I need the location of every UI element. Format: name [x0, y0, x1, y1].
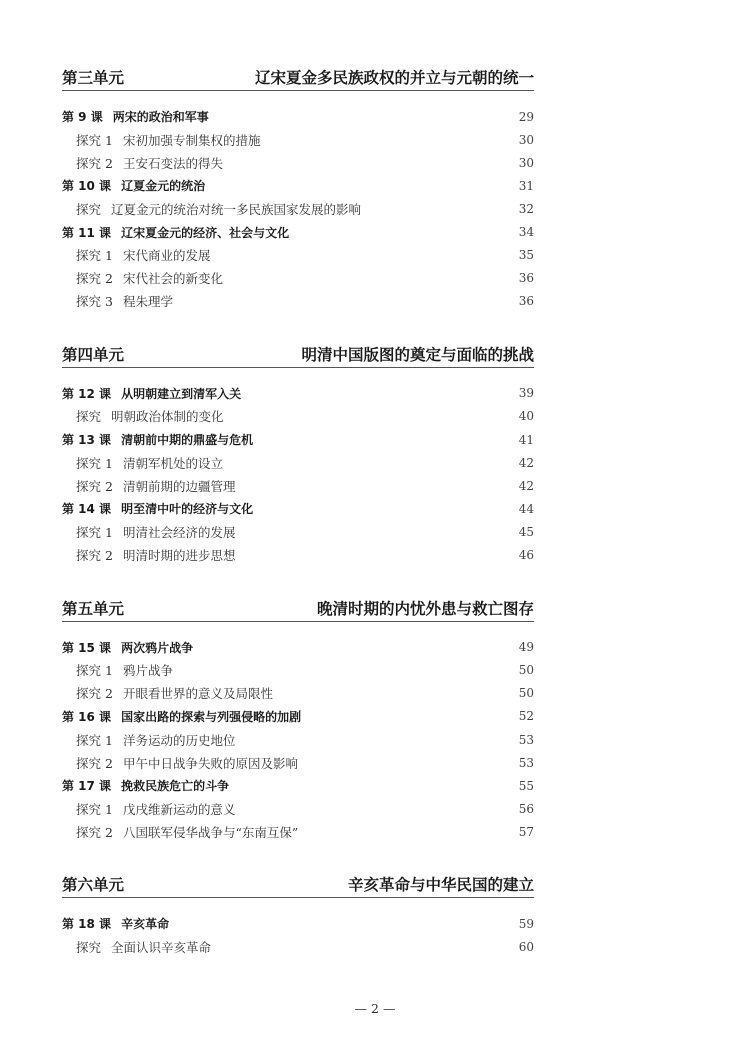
toc-lesson-entry[interactable] — [62, 220, 534, 243]
unit-entries — [62, 636, 534, 844]
inquiry-number: 探究 2 — [76, 686, 113, 702]
unit-header — [62, 867, 534, 898]
toc-inquiry-entry[interactable] — [62, 936, 534, 959]
toc-inquiry-entry[interactable] — [62, 544, 534, 567]
lesson-number: 第 12 课 — [62, 386, 112, 401]
page-number: 36 — [518, 294, 534, 309]
unit-title: 第四单元 — [62, 344, 125, 364]
inquiry-title: 明清社会经济的发展 — [122, 524, 236, 540]
inquiry-number: 探究 2 — [76, 824, 113, 840]
lesson-title: 国家出路的探索与列强侵略的加剧 — [121, 709, 302, 724]
toc-inquiry-entry[interactable] — [62, 405, 534, 428]
lesson-title: 挽救民族危亡的斗争 — [121, 779, 230, 794]
page-number: 39 — [518, 386, 534, 401]
toc-lesson-entry[interactable] — [62, 705, 534, 728]
page-footer-number: — 2 — — [354, 1001, 396, 1016]
lesson-number: 第 15 课 — [62, 640, 112, 655]
inquiry-title: 宋代商业的发展 — [122, 248, 211, 264]
page-number: 46 — [518, 548, 534, 563]
inquiry-number: 探究 — [76, 940, 102, 956]
page-number: 56 — [518, 801, 534, 816]
unit-subtitle: 辽宋夏金多民族政权的并立与元朝的统一 — [254, 68, 534, 87]
toc-lesson-entry[interactable] — [62, 382, 534, 405]
inquiry-number: 探究 1 — [76, 248, 113, 264]
inquiry-number: 探究 2 — [76, 155, 113, 171]
page-number: 29 — [518, 109, 534, 124]
page-number: 50 — [518, 663, 534, 678]
toc-lesson-entry[interactable] — [62, 912, 534, 935]
lesson-number: 第 16 课 — [62, 709, 112, 724]
page-number: 40 — [518, 409, 534, 424]
toc-lesson-entry[interactable] — [62, 774, 534, 797]
lesson-title: 明至清中叶的经济与文化 — [121, 502, 254, 517]
page-number: 45 — [518, 524, 534, 539]
unit-section — [62, 337, 534, 567]
inquiry-number: 探究 1 — [76, 801, 113, 817]
lesson-title: 两次鸦片战争 — [121, 640, 194, 655]
page-number: 60 — [518, 940, 534, 955]
lesson-number: 第 11 课 — [62, 225, 112, 240]
page-number: 55 — [518, 778, 534, 793]
inquiry-number: 探究 1 — [76, 524, 113, 540]
page-number: 59 — [518, 916, 534, 931]
page-number: 41 — [518, 432, 534, 447]
inquiry-number: 探究 1 — [76, 132, 113, 148]
inquiry-title: 王安石变法的得失 — [122, 155, 223, 171]
unit-section — [62, 60, 534, 313]
lesson-title: 辽宋夏金元的经济、社会与文化 — [121, 225, 290, 240]
page-number: 42 — [518, 455, 534, 470]
toc-inquiry-entry[interactable] — [62, 520, 534, 543]
unit-title: 第五单元 — [62, 598, 125, 618]
inquiry-title: 明清时期的进步思想 — [122, 548, 236, 564]
inquiry-title: 八国联军侵华战争与“东南互保” — [122, 824, 299, 840]
page-number: 52 — [518, 709, 534, 724]
page-number: 35 — [518, 248, 534, 263]
lesson-number: 第 17 课 — [62, 779, 112, 794]
lesson-number: 第 13 课 — [62, 433, 112, 448]
inquiry-title: 清朝前期的边疆管理 — [122, 478, 236, 494]
unit-subtitle: 辛亥革命与中华民国的建立 — [347, 875, 534, 895]
inquiry-title: 甲午中日战争失败的原因及影响 — [122, 755, 298, 771]
page-number: 42 — [518, 478, 534, 493]
lesson-number: 第 9 课 — [62, 110, 103, 125]
unit-section — [62, 591, 534, 844]
unit-header — [62, 591, 534, 622]
lesson-title: 辽夏金元的统治 — [121, 179, 206, 194]
inquiry-title: 洋务运动的历史地位 — [122, 732, 236, 748]
toc-inquiry-entry[interactable] — [62, 128, 534, 151]
toc-inquiry-entry[interactable] — [62, 151, 534, 174]
toc-inquiry-entry[interactable] — [62, 290, 534, 313]
lesson-title: 从明朝建立到清军入关 — [121, 386, 242, 401]
page-number: 32 — [518, 201, 534, 216]
unit-entries — [62, 382, 534, 567]
lesson-title: 辛亥革命 — [121, 917, 170, 932]
inquiry-title: 开眼看世界的意义及局限性 — [122, 686, 273, 702]
page-number: 31 — [518, 178, 534, 193]
toc-inquiry-entry[interactable] — [62, 728, 534, 751]
inquiry-number: 探究 1 — [76, 732, 113, 748]
toc-inquiry-entry[interactable] — [62, 267, 534, 290]
toc-inquiry-entry[interactable] — [62, 751, 534, 774]
page-number: 53 — [518, 732, 534, 747]
unit-title: 第三单元 — [62, 68, 125, 87]
toc-lesson-entry[interactable] — [62, 636, 534, 659]
table-of-contents — [62, 60, 534, 983]
inquiry-title: 鸦片战争 — [122, 663, 173, 679]
inquiry-title: 全面认识辛亥革命 — [111, 940, 212, 956]
lesson-number: 第 18 课 — [62, 917, 112, 932]
lesson-title: 清朝前中期的鼎盛与危机 — [121, 433, 254, 448]
inquiry-title: 清朝军机处的设立 — [122, 455, 223, 471]
page-number: 44 — [518, 501, 534, 516]
inquiry-number: 探究 — [76, 409, 102, 425]
unit-header — [62, 60, 534, 91]
toc-inquiry-entry[interactable] — [62, 244, 534, 267]
lesson-number: 第 14 课 — [62, 502, 112, 517]
page-number: 50 — [518, 686, 534, 701]
toc-lesson-entry[interactable] — [62, 428, 534, 451]
unit-subtitle: 晚清时期的内忧外患与救亡图存 — [316, 598, 534, 618]
unit-subtitle: 明清中国版图的奠定与面临的挑战 — [301, 344, 534, 364]
page-number: 34 — [518, 225, 534, 240]
page-number: 53 — [518, 755, 534, 770]
inquiry-title: 程朱理学 — [122, 294, 173, 310]
toc-lesson-entry[interactable] — [62, 497, 534, 520]
unit-entries — [62, 105, 534, 313]
toc-inquiry-entry[interactable] — [62, 682, 534, 705]
page-number: 57 — [518, 824, 534, 839]
lesson-number: 第 10 课 — [62, 179, 112, 194]
toc-inquiry-entry[interactable] — [62, 197, 534, 220]
toc-inquiry-entry[interactable] — [62, 451, 534, 474]
toc-lesson-entry[interactable] — [62, 105, 534, 128]
lesson-title: 两宋的政治和军事 — [112, 110, 209, 125]
toc-inquiry-entry[interactable] — [62, 659, 534, 682]
inquiry-title: 明朝政治体制的变化 — [111, 409, 224, 425]
page-number: 30 — [518, 155, 534, 170]
toc-inquiry-entry[interactable] — [62, 820, 534, 843]
page-number: 49 — [518, 640, 534, 655]
inquiry-number: 探究 1 — [76, 455, 113, 471]
inquiry-number: 探究 3 — [76, 294, 113, 310]
unit-section — [62, 867, 534, 958]
inquiry-number: 探究 2 — [76, 755, 113, 771]
toc-inquiry-entry[interactable] — [62, 797, 534, 820]
unit-title: 第六单元 — [62, 875, 125, 895]
inquiry-number: 探究 2 — [76, 548, 113, 564]
unit-header — [62, 337, 534, 368]
inquiry-title: 宋初加强专制集权的措施 — [122, 132, 261, 148]
page-number: 36 — [518, 271, 534, 286]
inquiry-title: 辽夏金元的统治对统一多民族国家发展的影响 — [111, 201, 362, 217]
inquiry-title: 宋代社会的新变化 — [122, 271, 223, 287]
page-number: 30 — [518, 132, 534, 147]
inquiry-number: 探究 2 — [76, 478, 113, 494]
inquiry-number: 探究 1 — [76, 663, 113, 679]
inquiry-title: 戊戌维新运动的意义 — [122, 801, 236, 817]
inquiry-number: 探究 — [76, 201, 102, 217]
inquiry-number: 探究 2 — [76, 271, 113, 287]
toc-inquiry-entry[interactable] — [62, 474, 534, 497]
unit-entries — [62, 912, 534, 958]
toc-lesson-entry[interactable] — [62, 174, 534, 197]
